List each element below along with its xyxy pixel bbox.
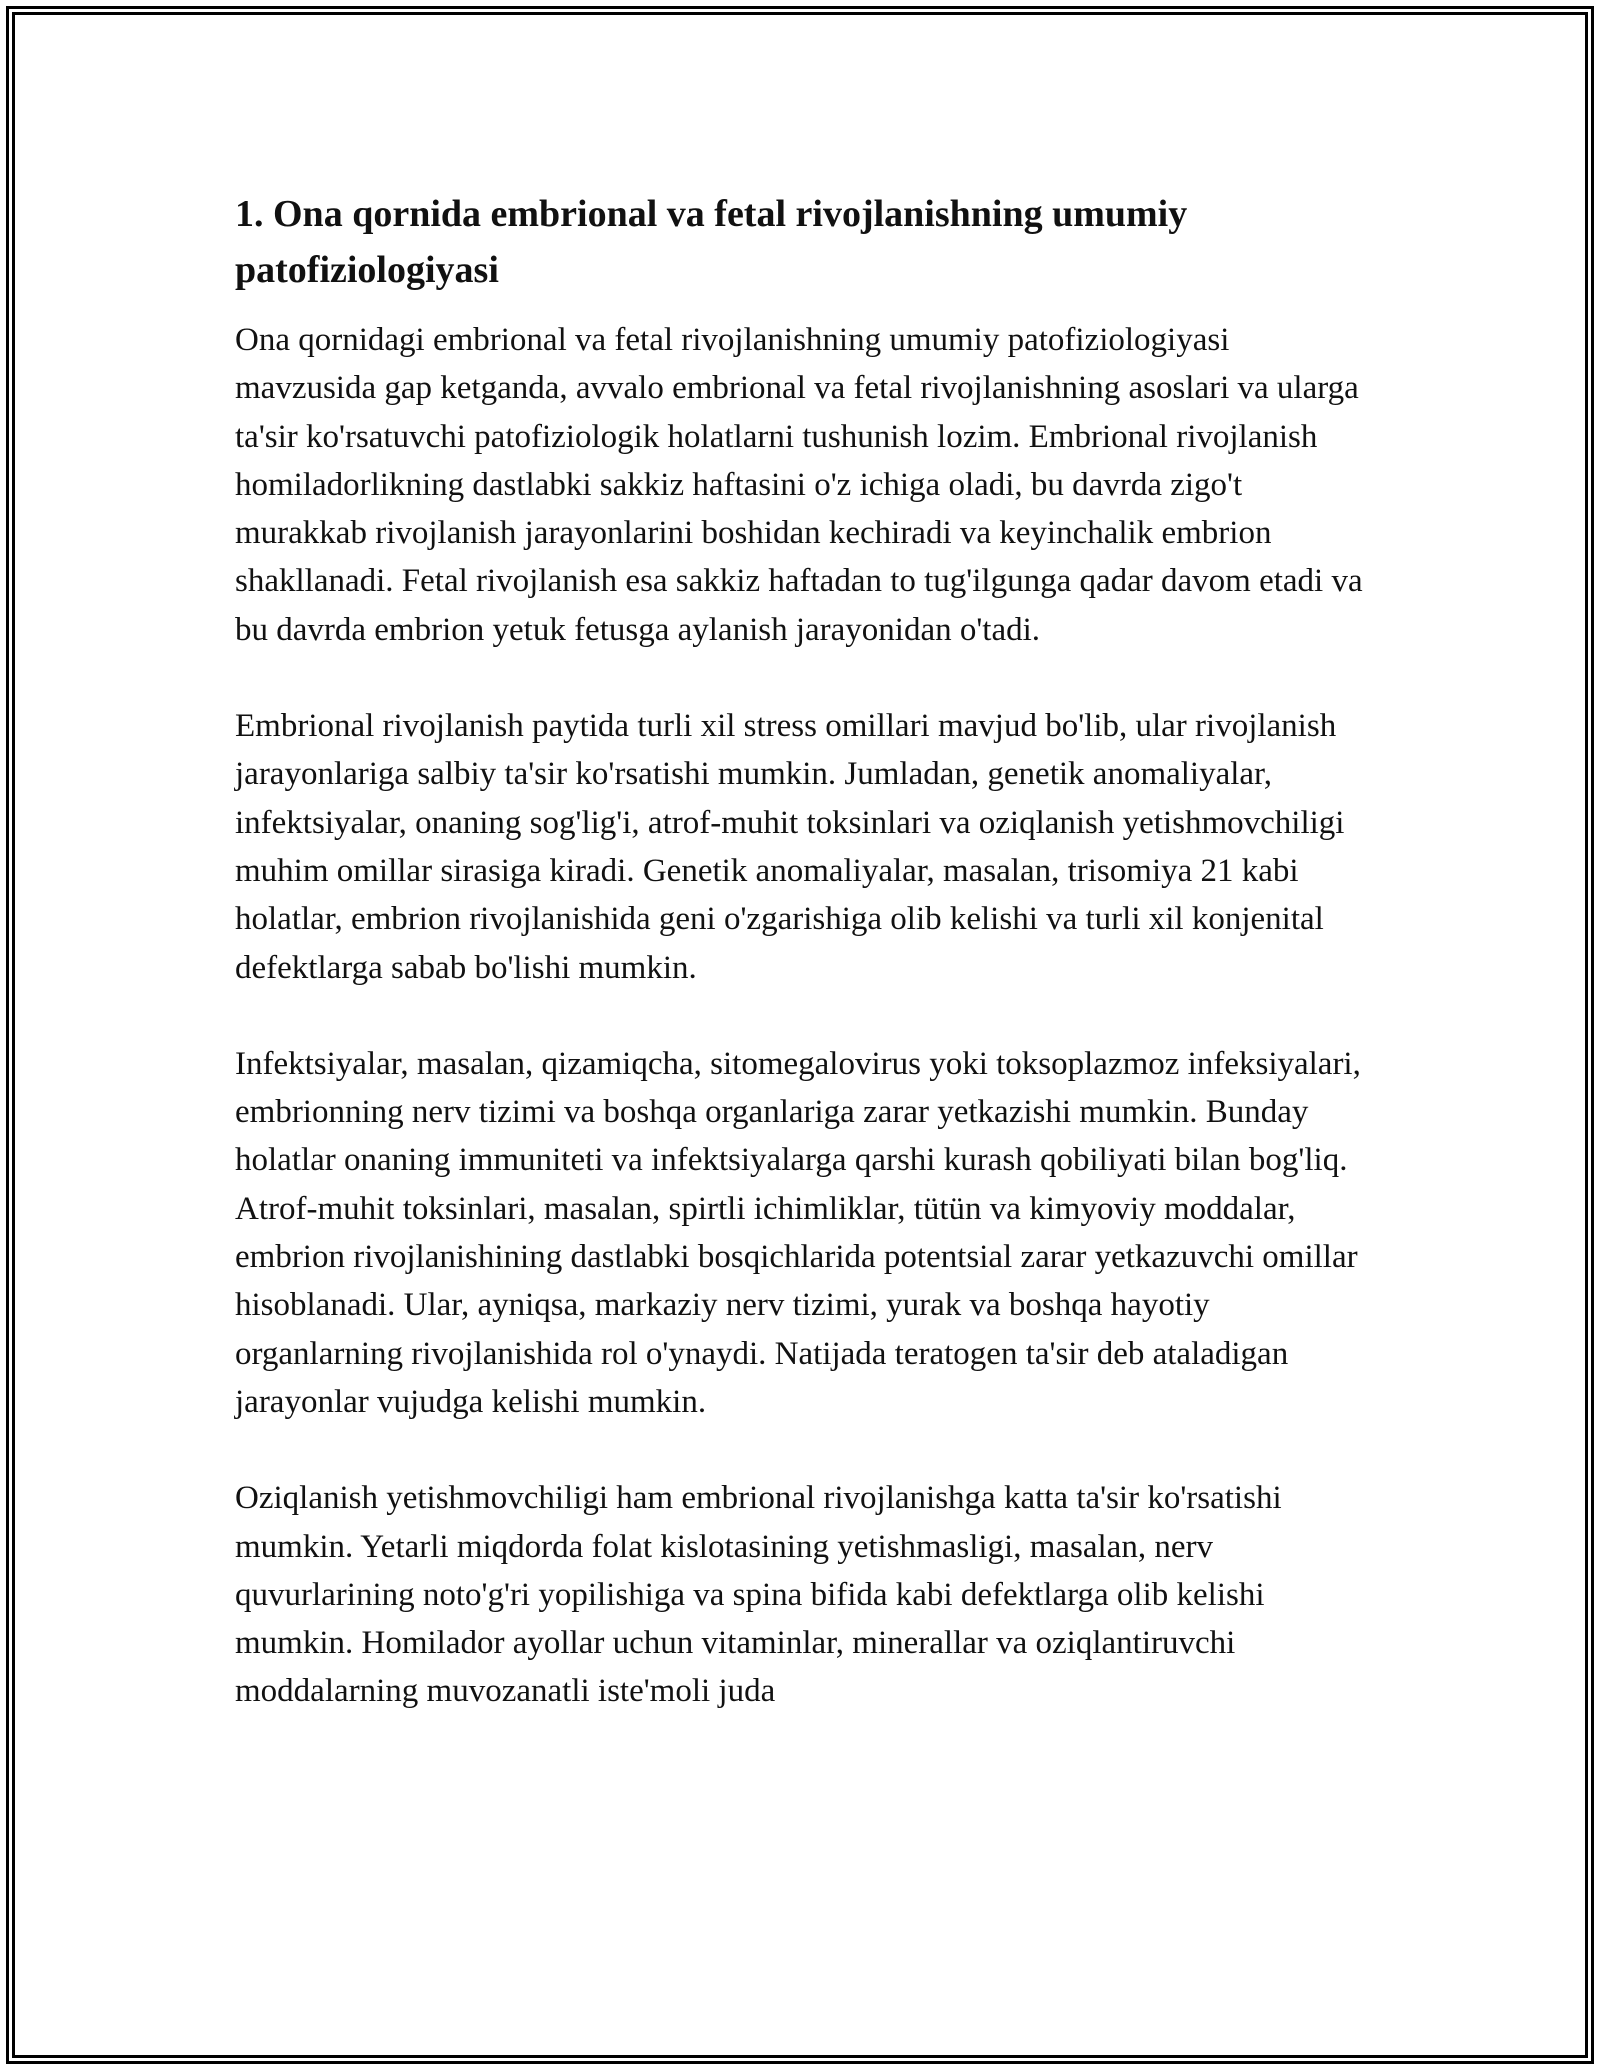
paragraph-4: Oziqlanish yetishmovchiligi ham embrional rivojlanishga katta ta'sir ko'rsatishi mumkin. Yetarli miqdorda folat kislotasining yetishmasligi, masalan, nerv quvurlarining noto'g'ri yopilishiga va spina bifida kabi defektlarga olib kelishi mumkin. Homilador ayollar uchun vitaminlar, minerallar va oziqlantiruvchi moddalarning muvozanatli iste'moli juda xyxy=(235,1480,1282,1710)
paragraph-2: Embrional rivojlanish paytida turli xil stress omillari mavjud bo'lib, ular rivojlanish jarayonlariga salbiy ta'sir ko'rsatishi mumkin. Jumladan, genetik anomaliyalar, infektsiyalar, onaning sog'lig'i, atrof-muhit toksinlari va oziqlanish yetishmovchiligi muhim omillar sirasiga kiradi. Genetik anomaliyalar, masalan, trisomiya 21 kabi holatlar, embrion rivojlanishida geni o'zgarishiga olib kelishi va turli xil konjenital defektlarga sabab bo'lishi mumkin. xyxy=(235,708,1345,986)
document-body xyxy=(235,186,1375,1764)
paragraph-3: Infektsiyalar, masalan, qizamiqcha, sitomegalovirus yoki toksoplazmoz infeksiyalari, embrionning nerv tizimi va boshqa organlariga zarar yetkazishi mumkin. Bunday holatlar onaning immuniteti va infektsiyalarga qarshi kurash qobiliyati bilan bog'liq. Atrof-muhit toksinlari, masalan, spirtli ichimliklar, tütün va kimyoviy moddalar, embrion rivojlanishining dastlabki bosqichlarida potentsial zarar yetkazuvchi omillar hisoblanadi. Ular, ayniqsa, markaziy nerv tizimi, yurak va boshqa hayotiy organlarning rivojlanishida rol o'ynaydi. Natijada teratogen ta'sir deb ataladigan jarayonlar vujudga kelishi mumkin. xyxy=(235,1045,1361,1420)
section-heading: 1. Ona qornida embrional va fetal rivojlanishning umumiy patofiziologiyasi xyxy=(235,193,1188,291)
paragraph-1: Ona qornidagi embrional va fetal rivojlanishning umumiy patofiziologiyasi mavzusida gap ketganda, avvalo embrional va fetal rivojlanishning asoslari va ularga ta'sir ko'rsatuvchi patofiziologik holatlarni tushunish lozim. Embrional rivojlanish homiladorlikning dastlabki sakkiz haftasini o'z ichiga oladi, bu davrda zigo't murakkab rivojlanish jarayonlarini boshidan kechiradi va keyinchalik embrion shakllanadi. Fetal rivojlanish esa sakkiz haftadan to tug'ilgunga qadar davom etadi va bu davrda embrion yetuk fetusga aylanish jarayonidan o'tadi. xyxy=(235,322,1363,648)
